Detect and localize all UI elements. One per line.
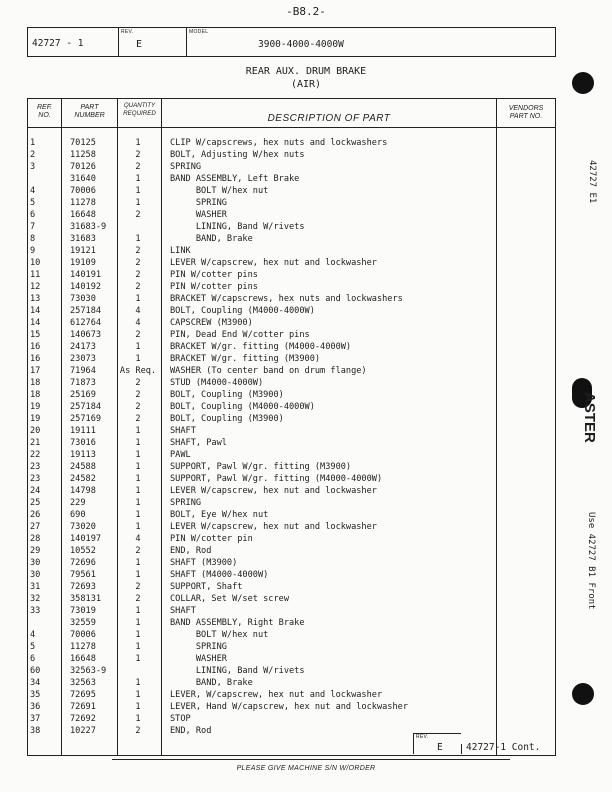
description-cell: SUPPORT, Pawl W/gr. fitting (M3900) xyxy=(170,462,352,472)
ref-cell: 8 xyxy=(30,234,36,244)
ref-cell: 35 xyxy=(30,690,41,700)
description-cell: PAWL xyxy=(170,450,191,460)
quantity-cell: 1 xyxy=(135,474,141,484)
ref-cell: 16 xyxy=(30,342,41,352)
ref-cell: 34 xyxy=(30,678,41,688)
section-title: REAR AUX. DRUM BRAKE xyxy=(245,66,367,77)
quantity-cell: 1 xyxy=(135,606,141,616)
part-number-cell: 612764 xyxy=(70,318,102,328)
description-cell: SHAFT (M3900) xyxy=(170,558,238,568)
table-row xyxy=(28,149,468,161)
description-cell: BAND, Brake xyxy=(170,678,253,688)
ref-cell: 60 xyxy=(30,666,41,676)
quantity-cell: 1 xyxy=(135,186,141,196)
ref-cell: 29 xyxy=(30,546,41,556)
header-part-number: 42727 - 1 xyxy=(32,38,84,49)
section-subtitle: (AIR) xyxy=(290,79,322,90)
part-number-cell: 11278 xyxy=(70,642,96,652)
description-cell: SPRING xyxy=(170,498,202,508)
ref-cell: 36 xyxy=(30,702,41,712)
table-row xyxy=(28,521,468,533)
part-number-cell: 19113 xyxy=(70,450,96,460)
ref-cell: 30 xyxy=(30,570,41,580)
quantity-cell: 2 xyxy=(135,162,141,172)
quantity-cell: 1 xyxy=(135,654,141,664)
ref-cell: 20 xyxy=(30,426,41,436)
table-row xyxy=(28,593,468,605)
table-row xyxy=(28,341,468,353)
description-cell: BOLT, Adjusting W/hex nuts xyxy=(170,150,305,160)
quantity-cell: 2 xyxy=(135,582,141,592)
part-number-cell: 257169 xyxy=(70,414,102,424)
part-number-cell: 32559 xyxy=(70,618,96,628)
table-row xyxy=(28,533,468,545)
quantity-cell: 2 xyxy=(135,378,141,388)
part-number-cell: 31683 xyxy=(70,234,96,244)
part-number-cell: 72695 xyxy=(70,690,96,700)
table-row xyxy=(28,305,468,317)
quantity-cell: 1 xyxy=(135,498,141,508)
part-number-cell: 73030 xyxy=(70,294,96,304)
table-row xyxy=(28,641,468,653)
part-number-cell: 24173 xyxy=(70,342,96,352)
table-row xyxy=(28,725,468,737)
ref-cell: 11 xyxy=(30,270,41,280)
description-cell: BOLT, Eye W/hex nut xyxy=(170,510,269,520)
table-row xyxy=(28,257,468,269)
ref-cell: 24 xyxy=(30,486,41,496)
continuation-label: 42727-1 Cont. xyxy=(466,742,541,753)
quantity-cell: 1 xyxy=(135,198,141,208)
table-row xyxy=(28,197,468,209)
table-row xyxy=(28,653,468,665)
description-cell: BRACKET W/gr. fitting (M3900) xyxy=(170,354,321,364)
bottom-rev-label: REV. xyxy=(416,734,429,740)
part-number-cell: 70006 xyxy=(70,630,96,640)
description-cell: BAND, Brake xyxy=(170,234,253,244)
quantity-cell: 4 xyxy=(135,318,141,328)
part-number-cell: 690 xyxy=(70,510,86,520)
description-cell: SHAFT, Pawl xyxy=(170,438,227,448)
ref-cell: 33 xyxy=(30,606,41,616)
margin-use-note: Use 42727 B1 Front xyxy=(586,512,596,610)
table-row xyxy=(28,209,468,221)
part-number-cell: 73016 xyxy=(70,438,96,448)
ref-cell: 14 xyxy=(30,306,41,316)
ref-cell: 13 xyxy=(30,294,41,304)
table-row xyxy=(28,545,468,557)
part-number-cell: 73020 xyxy=(70,522,96,532)
table-row xyxy=(28,497,468,509)
description-cell: SHAFT (M4000-4000W) xyxy=(170,570,269,580)
ref-cell: 19 xyxy=(30,402,41,412)
table-row xyxy=(28,281,468,293)
margin-brand: ASTER xyxy=(581,392,598,443)
description-cell: BOLT, Coupling (M3900) xyxy=(170,414,284,424)
part-number-cell: 24588 xyxy=(70,462,96,472)
ref-cell: 9 xyxy=(30,246,36,256)
quantity-cell: As Req. xyxy=(119,366,157,376)
description-cell: WASHER xyxy=(170,210,227,220)
table-row xyxy=(28,413,468,425)
ref-cell: 3 xyxy=(30,162,36,172)
table-row xyxy=(28,185,468,197)
table-row xyxy=(28,233,468,245)
quantity-cell: 1 xyxy=(135,618,141,628)
description-cell: LINK xyxy=(170,246,191,256)
table-row xyxy=(28,329,468,341)
description-cell: PIN W/cotter pin xyxy=(170,534,253,544)
table-row xyxy=(28,557,468,569)
ref-cell: 26 xyxy=(30,510,41,520)
table-row xyxy=(28,485,468,497)
table-row xyxy=(28,365,468,377)
quantity-cell: 1 xyxy=(135,714,141,724)
table-row xyxy=(28,401,468,413)
part-number-cell: 19111 xyxy=(70,426,96,436)
ref-cell: 32 xyxy=(30,594,41,604)
part-number-cell: 140192 xyxy=(70,282,102,292)
quantity-cell: 1 xyxy=(135,450,141,460)
description-cell: END, Rod xyxy=(170,726,212,736)
description-cell: CLIP W/capscrews, hex nuts and lockwashers xyxy=(170,138,388,148)
part-number-cell: 31640 xyxy=(70,174,96,184)
quantity-cell: 2 xyxy=(135,258,141,268)
part-number-cell: 10552 xyxy=(70,546,96,556)
description-cell: PIN W/cotter pins xyxy=(170,282,258,292)
col-header-ref: REF. NO. xyxy=(36,104,53,119)
table-row xyxy=(28,569,468,581)
part-number-cell: 11258 xyxy=(70,150,96,160)
page-number: -B8.2- xyxy=(286,5,326,18)
ref-cell: 21 xyxy=(30,438,41,448)
quantity-cell: 1 xyxy=(135,138,141,148)
header-model-label: MODEL xyxy=(189,29,209,35)
ref-cell: 17 xyxy=(30,366,41,376)
quantity-cell: 2 xyxy=(135,246,141,256)
quantity-cell: 1 xyxy=(135,438,141,448)
ref-cell: 15 xyxy=(30,330,41,340)
description-cell: CAPSCREW (M3900) xyxy=(170,318,253,328)
table-row xyxy=(28,509,468,521)
part-number-cell: 14798 xyxy=(70,486,96,496)
description-cell: BOLT W/hex nut xyxy=(170,186,269,196)
ref-cell: 6 xyxy=(30,654,36,664)
table-row xyxy=(28,629,468,641)
table-row xyxy=(28,161,468,173)
ref-cell: 5 xyxy=(30,642,36,652)
table-row xyxy=(28,221,468,233)
part-number-cell: 257184 xyxy=(70,402,102,412)
table-row xyxy=(28,245,468,257)
ref-cell: 4 xyxy=(30,630,36,640)
description-cell: PIN, Dead End W/cotter pins xyxy=(170,330,310,340)
part-number-cell: 72696 xyxy=(70,558,96,568)
description-cell: SPRING xyxy=(170,162,202,172)
part-number-cell: 70126 xyxy=(70,162,96,172)
table-row xyxy=(28,389,468,401)
part-number-cell: 71964 xyxy=(70,366,96,376)
part-number-cell: 32563 xyxy=(70,678,96,688)
part-number-cell: 140197 xyxy=(70,534,102,544)
quantity-cell: 1 xyxy=(135,690,141,700)
footer-text: PLEASE GIVE MACHINE S/N W/ORDER xyxy=(233,765,380,772)
description-cell: SPRING xyxy=(170,198,227,208)
quantity-cell: 4 xyxy=(135,534,141,544)
ref-cell: 4 xyxy=(30,186,36,196)
part-number-cell: 25169 xyxy=(70,390,96,400)
ref-cell: 10 xyxy=(30,258,41,268)
part-number-cell: 19121 xyxy=(70,246,96,256)
description-cell: WASHER (To center band on drum flange) xyxy=(170,366,367,376)
parts-rows xyxy=(28,137,468,737)
quantity-cell: 1 xyxy=(135,558,141,568)
ref-cell: 16 xyxy=(30,354,41,364)
table-row xyxy=(28,701,468,713)
part-number-cell: 16648 xyxy=(70,654,96,664)
ref-cell: 6 xyxy=(30,210,36,220)
quantity-cell: 1 xyxy=(135,702,141,712)
col-header-description: DESCRIPTION OF PART xyxy=(267,113,391,124)
part-number-cell: 16648 xyxy=(70,210,96,220)
quantity-cell: 2 xyxy=(135,210,141,220)
description-cell: LEVER W/capscrew, hex nut and lockwasher xyxy=(170,486,377,496)
table-row xyxy=(28,665,468,677)
table-row xyxy=(28,689,468,701)
quantity-cell: 2 xyxy=(135,330,141,340)
part-number-cell: 140673 xyxy=(70,330,102,340)
description-cell: SUPPORT, Pawl W/gr. fitting (M4000-4000W) xyxy=(170,474,383,484)
table-row xyxy=(28,173,468,185)
table-row xyxy=(28,269,468,281)
bottom-rev-value: E xyxy=(437,742,443,753)
description-cell: STOP xyxy=(170,714,191,724)
description-cell: END, Rod xyxy=(170,546,212,556)
part-number-cell: 19109 xyxy=(70,258,96,268)
description-cell: COLLAR, Set W/set screw xyxy=(170,594,289,604)
quantity-cell: 1 xyxy=(135,234,141,244)
quantity-cell: 1 xyxy=(135,570,141,580)
part-number-cell: 72693 xyxy=(70,582,96,592)
binder-hole-top-icon xyxy=(572,72,594,94)
table-row xyxy=(28,617,468,629)
description-cell: LINING, Band W/rivets xyxy=(170,666,305,676)
table-row xyxy=(28,581,468,593)
table-row xyxy=(28,605,468,617)
table-row xyxy=(28,137,468,149)
description-cell: BOLT, Coupling (M4000-4000W) xyxy=(170,306,315,316)
part-number-cell: 11278 xyxy=(70,198,96,208)
table-row xyxy=(28,449,468,461)
description-cell: WASHER xyxy=(170,654,227,664)
table-row xyxy=(28,713,468,725)
ref-cell: 37 xyxy=(30,714,41,724)
quantity-cell: 4 xyxy=(135,306,141,316)
description-cell: BRACKET W/capscrews, hex nuts and lockwashers xyxy=(170,294,403,304)
margin-code: 42727 E1 xyxy=(587,160,597,204)
table-row xyxy=(28,317,468,329)
part-number-cell: 79561 xyxy=(70,570,96,580)
description-cell: LEVER, W/capscrew, hex nut and lockwasher xyxy=(170,690,383,700)
ref-cell: 23 xyxy=(30,474,41,484)
description-cell: PIN W/cotter pins xyxy=(170,270,258,280)
quantity-cell: 1 xyxy=(135,342,141,352)
description-cell: STUD (M4000-4000W) xyxy=(170,378,264,388)
part-number-cell: 71873 xyxy=(70,378,96,388)
table-row xyxy=(28,677,468,689)
header-rev-value: E xyxy=(136,39,143,50)
description-cell: SPRING xyxy=(170,642,227,652)
col-header-vendors: VENDORS PART NO. xyxy=(508,105,544,120)
part-number-cell: 70006 xyxy=(70,186,96,196)
quantity-cell: 2 xyxy=(135,726,141,736)
quantity-cell: 1 xyxy=(135,462,141,472)
ref-cell: 7 xyxy=(30,222,36,232)
table-row xyxy=(28,353,468,365)
description-cell: BOLT, Coupling (M4000-4000W) xyxy=(170,402,315,412)
description-cell: BRACKET W/gr. fitting (M4000-4000W) xyxy=(170,342,352,352)
description-cell: SHAFT xyxy=(170,426,196,436)
header-model-value: 3900-4000-4000W xyxy=(258,39,344,50)
quantity-cell: 2 xyxy=(135,414,141,424)
table-row xyxy=(28,473,468,485)
col-header-qty: QUANTITY REQUIRED xyxy=(123,102,156,117)
ref-cell: 28 xyxy=(30,534,41,544)
ref-cell: 19 xyxy=(30,414,41,424)
ref-cell: 22 xyxy=(30,450,41,460)
col-header-part: PART NUMBER xyxy=(74,104,105,119)
ref-cell: 14 xyxy=(30,318,41,328)
ref-cell: 1 xyxy=(30,138,36,148)
quantity-cell: 1 xyxy=(135,174,141,184)
quantity-cell: 2 xyxy=(135,270,141,280)
table-row xyxy=(28,461,468,473)
description-cell: SHAFT xyxy=(170,606,196,616)
table-row xyxy=(28,377,468,389)
ref-cell: 31 xyxy=(30,582,41,592)
quantity-cell: 1 xyxy=(135,294,141,304)
ref-cell: 18 xyxy=(30,390,41,400)
ref-cell: 38 xyxy=(30,726,41,736)
description-cell: LEVER, Hand W/capscrew, hex nut and lockwasher xyxy=(170,702,408,712)
description-cell: SUPPORT, Shaft xyxy=(170,582,243,592)
table-row xyxy=(28,293,468,305)
part-number-cell: 23073 xyxy=(70,354,96,364)
part-number-cell: 32563-9 xyxy=(70,666,107,676)
table-row xyxy=(28,425,468,437)
ref-cell: 18 xyxy=(30,378,41,388)
ref-cell: 23 xyxy=(30,462,41,472)
quantity-cell: 1 xyxy=(135,522,141,532)
header-rev-label: REV. xyxy=(121,29,134,35)
part-number-cell: 358131 xyxy=(70,594,102,604)
description-cell: BAND ASSEMBLY, Right Brake xyxy=(170,618,305,628)
ref-cell: 27 xyxy=(30,522,41,532)
quantity-cell: 1 xyxy=(135,630,141,640)
quantity-cell: 1 xyxy=(135,642,141,652)
quantity-cell: 2 xyxy=(135,150,141,160)
description-cell: BOLT W/hex nut xyxy=(170,630,269,640)
ref-cell: 2 xyxy=(30,150,36,160)
part-number-cell: 72692 xyxy=(70,714,96,724)
description-cell: LEVER W/capscrew, hex nut and lockwasher xyxy=(170,258,377,268)
part-number-cell: 257184 xyxy=(70,306,102,316)
quantity-cell: 2 xyxy=(135,594,141,604)
header-box xyxy=(27,27,556,57)
table-row xyxy=(28,437,468,449)
ref-cell: 30 xyxy=(30,558,41,568)
ref-cell: 5 xyxy=(30,198,36,208)
part-number-cell: 10227 xyxy=(70,726,96,736)
ref-cell: 25 xyxy=(30,498,41,508)
quantity-cell: 1 xyxy=(135,678,141,688)
part-number-cell: 140191 xyxy=(70,270,102,280)
part-number-cell: 72691 xyxy=(70,702,96,712)
description-cell: BOLT, Coupling (M3900) xyxy=(170,390,284,400)
part-number-cell: 24582 xyxy=(70,474,96,484)
footer xyxy=(0,755,612,774)
part-number-cell: 229 xyxy=(70,498,86,508)
quantity-cell: 1 xyxy=(135,510,141,520)
continuation-box xyxy=(413,733,554,754)
description-cell: BAND ASSEMBLY, Left Brake xyxy=(170,174,300,184)
quantity-cell: 2 xyxy=(135,546,141,556)
quantity-cell: 1 xyxy=(135,426,141,436)
part-number-cell: 70125 xyxy=(70,138,96,148)
quantity-cell: 1 xyxy=(135,354,141,364)
binder-hole-bottom-icon xyxy=(572,683,594,705)
ref-cell: 12 xyxy=(30,282,41,292)
quantity-cell: 2 xyxy=(135,402,141,412)
part-number-cell: 31683-9 xyxy=(70,222,107,232)
quantity-cell: 2 xyxy=(135,282,141,292)
description-cell: LINING, Band W/rivets xyxy=(170,222,305,232)
quantity-cell: 2 xyxy=(135,390,141,400)
quantity-cell: 1 xyxy=(135,486,141,496)
description-cell: LEVER W/capscrew, hex nut and lockwasher xyxy=(170,522,377,532)
part-number-cell: 73019 xyxy=(70,606,96,616)
